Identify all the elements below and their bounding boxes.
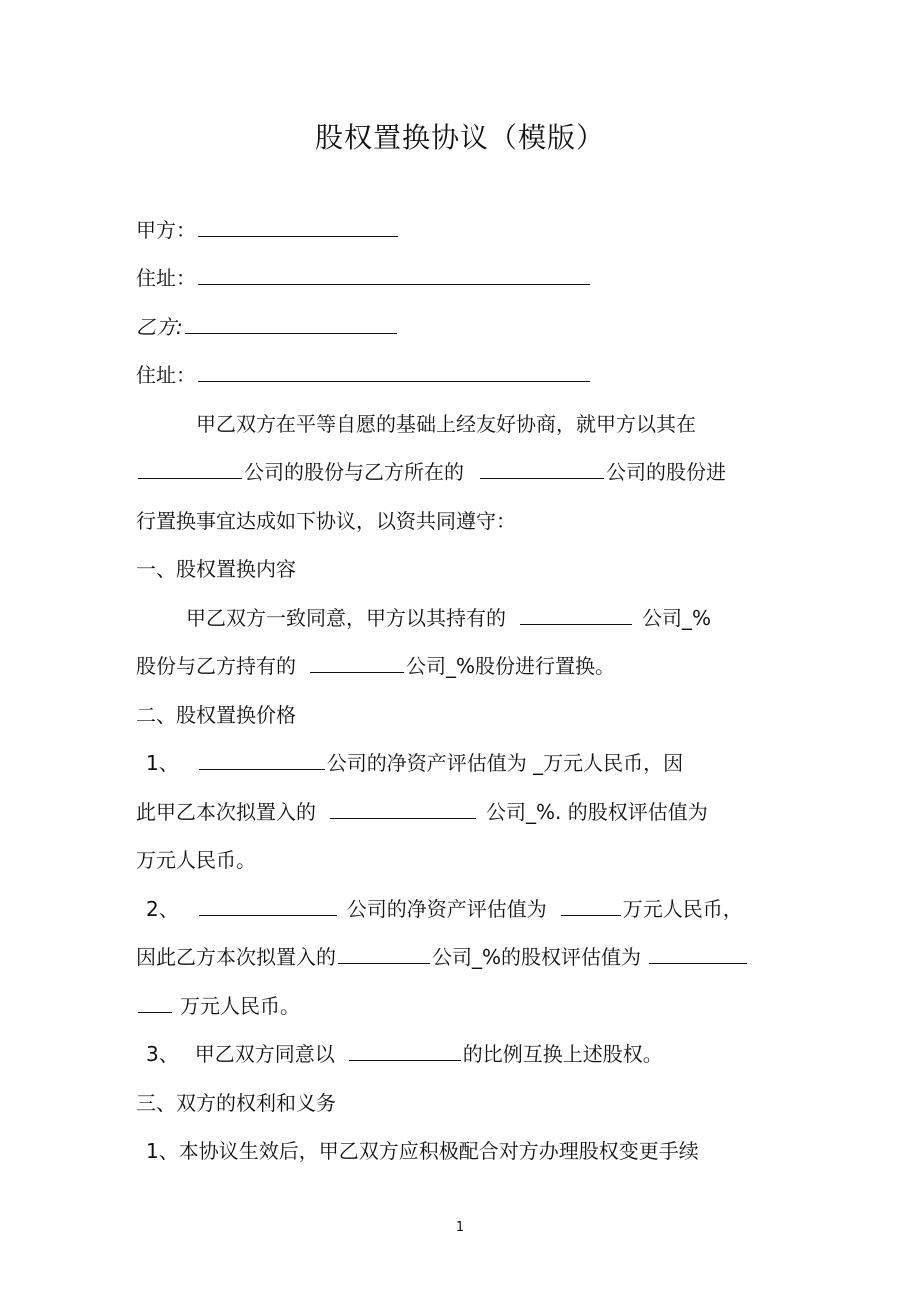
section-2-item-2-text-c: 因此乙方本次拟置入的 xyxy=(136,945,336,969)
section-2-item-2-blank-3[interactable] xyxy=(338,943,430,964)
section-2-item-2-blank-4[interactable] xyxy=(649,943,747,964)
section-2-item-1-line-3: 万元人民币。 xyxy=(136,848,256,872)
section-1-blank-2[interactable] xyxy=(310,652,404,673)
section-2-item-1-text-b: 此甲乙本次拟置入的 xyxy=(136,800,316,824)
page-number: 1 xyxy=(455,1220,465,1235)
section-2-item-2-line-2 xyxy=(136,943,749,971)
section-2-item-1-blank-2[interactable] xyxy=(330,798,476,819)
section-1-line-2-text-b: 公司_%股份进行置换。 xyxy=(406,654,616,678)
section-3-item-1-line-1: 1、本协议生效后，甲乙双方应积极配合对方办理股权变更手续 xyxy=(146,1139,699,1163)
address-a-line xyxy=(136,264,592,292)
section-1-line-1-text-b: 公司_% xyxy=(642,606,712,630)
section-2-item-3-line-1 xyxy=(146,1040,663,1068)
section-3-heading: 三、双方的权利和义务 xyxy=(136,1091,336,1115)
section-2-item-2-blank-5[interactable] xyxy=(138,992,172,1013)
intro-line-2-text-b: 公司的股份进 xyxy=(606,460,726,484)
section-1-line-2 xyxy=(136,652,615,680)
section-2-item-2-text-d: 公司_%的股权评估值为 xyxy=(432,945,642,969)
section-2-item-3-text-a: 甲乙双方同意以 xyxy=(194,1042,335,1066)
section-2-item-2-line-3 xyxy=(136,992,300,1020)
section-2-item-1-number: 1、 xyxy=(146,751,179,775)
address-a-blank[interactable] xyxy=(198,264,590,285)
section-1-heading: 一、股权置换内容 xyxy=(136,557,296,581)
section-1-line-1 xyxy=(186,604,711,632)
section-2-heading: 二、股权置换价格 xyxy=(136,703,296,727)
company-a-blank[interactable] xyxy=(138,458,242,479)
party-a-label: 甲方： xyxy=(136,218,196,242)
section-2-item-1-blank-1[interactable] xyxy=(199,749,325,770)
party-a-blank[interactable] xyxy=(198,216,398,237)
party-a-line xyxy=(136,216,400,244)
section-2-item-3-blank-1[interactable] xyxy=(349,1040,461,1061)
party-b-label: 乙方: xyxy=(136,315,183,339)
company-b-blank[interactable] xyxy=(480,458,604,479)
address-b-label: 住址： xyxy=(136,363,196,387)
section-2-item-2-text-e: 万元人民币。 xyxy=(180,994,300,1018)
section-2-item-2-number: 2、 xyxy=(146,897,179,921)
section-1-line-1-text-a: 甲乙双方一致同意，甲方以其持有的 xyxy=(186,606,506,630)
intro-line-3: 行置换事宜达成如下协议，以资共同遵守： xyxy=(136,509,516,533)
section-2-item-2-text-b: 万元人民币， xyxy=(622,897,743,921)
address-a-label: 住址： xyxy=(136,266,196,290)
intro-line-1: 甲乙双方在平等自愿的基础上经友好协商，就甲方以其在 xyxy=(196,412,696,436)
intro-line-2-text-a: 公司的股份与乙方所在的 xyxy=(244,460,464,484)
section-2-item-1-text-a: 公司的净资产评估值为 _万元人民币，因 xyxy=(326,751,684,775)
section-1-blank-1[interactable] xyxy=(520,604,632,625)
section-2-item-3-text-b: 的比例互换上述股权。 xyxy=(462,1042,663,1066)
section-2-item-1-text-c: 公司_%. 的股权评估值为 xyxy=(486,800,708,824)
section-2-item-1-line-2 xyxy=(136,798,708,826)
address-b-blank[interactable] xyxy=(198,361,590,382)
section-2-item-2-line-1 xyxy=(146,895,743,923)
address-b-line xyxy=(136,361,592,389)
section-2-item-2-text-a: 公司的净资产评估值为 xyxy=(346,897,547,921)
section-1-line-2-text-a: 股份与乙方持有的 xyxy=(136,654,296,678)
section-2-item-2-blank-2[interactable] xyxy=(561,895,621,916)
section-2-item-3-number: 3、 xyxy=(146,1042,179,1066)
document-title: 股权置换协议（模版） xyxy=(314,121,605,154)
intro-line-2 xyxy=(136,458,726,486)
party-b-line xyxy=(136,313,399,341)
section-2-item-2-blank-1[interactable] xyxy=(199,895,337,916)
section-2-item-1-line-1 xyxy=(146,749,683,777)
party-b-blank[interactable] xyxy=(185,313,397,334)
